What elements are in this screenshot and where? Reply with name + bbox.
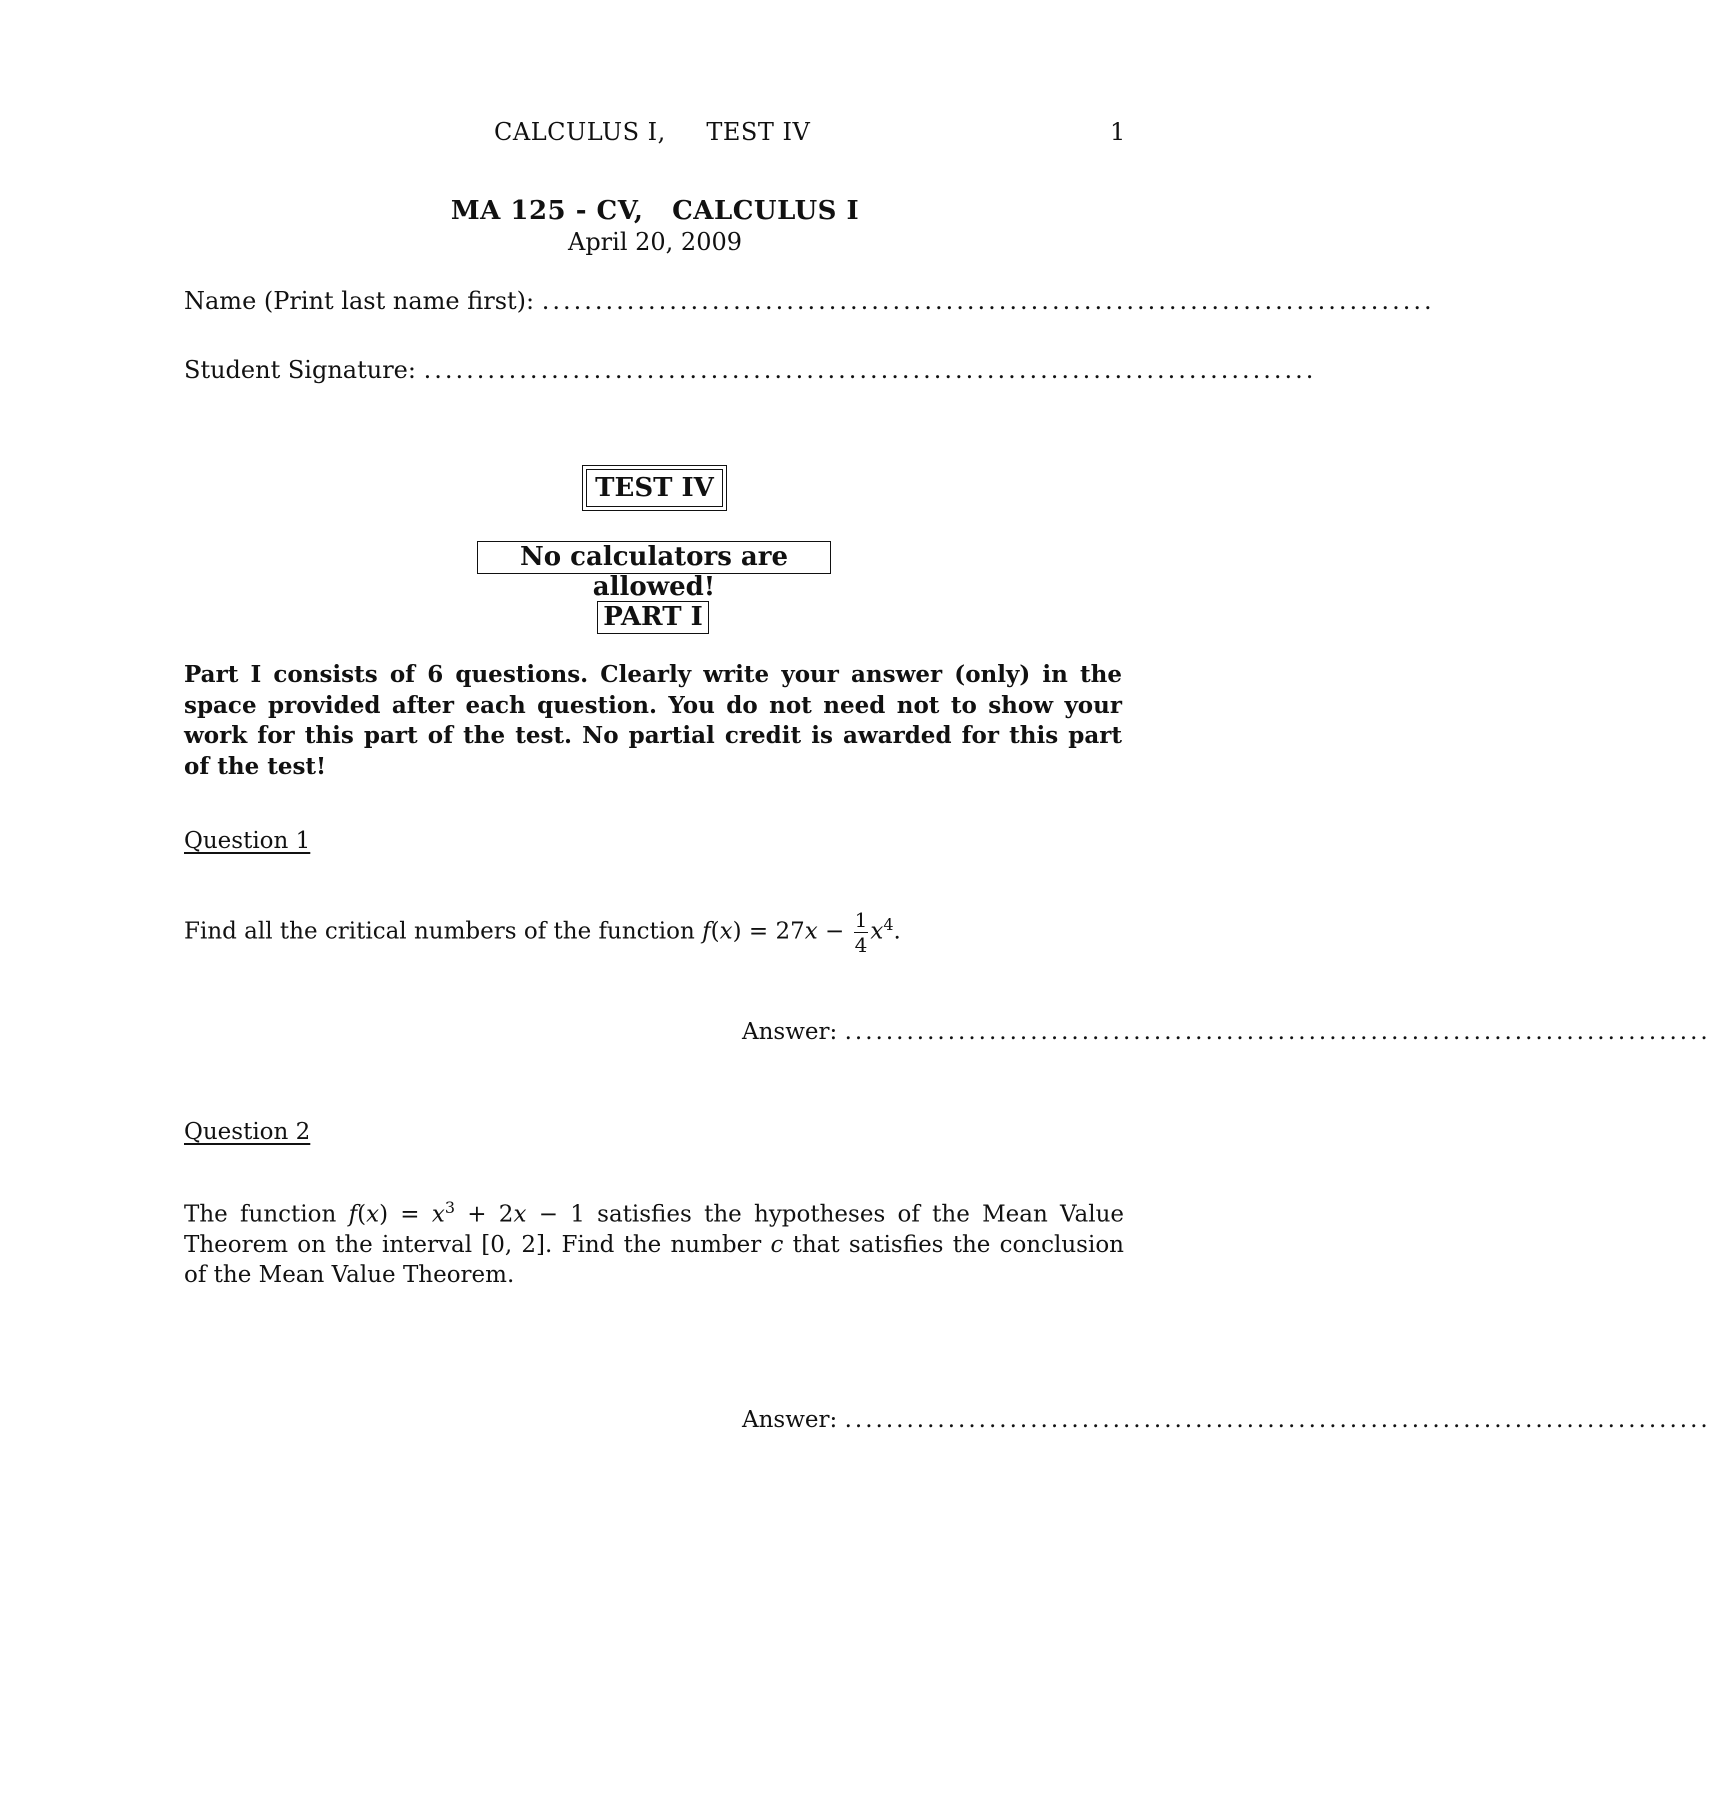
question-2-answer-line[interactable]: ....................................................................................: [844, 1407, 1711, 1433]
part-label-box: PART I: [597, 601, 709, 634]
name-label: Name (Print last name first):: [184, 287, 535, 315]
variable-x: x: [804, 918, 818, 945]
signature-label: Student Signature:: [184, 356, 416, 384]
exponent: 4: [883, 914, 894, 934]
exam-date: April 20, 2009: [567, 228, 743, 256]
part-instructions: Part I consists of 6 questions. Clearly write your answer (only) in the space provided after each question. You do not need not to show your work for this part of the test. No partial credit is awarded for this part of the test!: [184, 661, 1122, 780]
name-entry-line[interactable]: ....................................................................................: [541, 287, 1435, 315]
variable-x: x: [366, 1201, 380, 1228]
running-header: [0, 118, 1280, 148]
variable-x: x: [431, 1201, 445, 1228]
question-2-heading: Question 2: [184, 1119, 311, 1145]
math-minus: −: [817, 918, 852, 945]
fraction-denominator: 4: [854, 933, 868, 957]
question-1-prompt: Find all the critical numbers of the function: [184, 918, 703, 945]
question-1-heading: Question 1: [184, 828, 311, 854]
function-symbol: f: [348, 1201, 358, 1228]
question-2-answer-row: [742, 1407, 1711, 1433]
signature-entry-line[interactable]: ....................................................................................: [423, 356, 1317, 384]
fraction-numerator: 1: [854, 908, 868, 932]
variable-x: x: [719, 918, 733, 945]
function-symbol: f: [702, 918, 711, 945]
course-title: MA 125 - CV, CALCULUS I: [450, 196, 860, 226]
name-field-row: [184, 287, 1435, 315]
calculator-notice-box: No calculators are allowed!: [477, 541, 831, 574]
test-title-label: TEST IV: [586, 469, 723, 507]
variable-x: x: [870, 918, 884, 945]
question-2-text: The function $f(x) = x^3 + 2x - 1$ satisfies the hypotheses of the Mean Value Theorem on the interval [0, 2]. Find the number c that satisfies the conclusion of the Mean Value Theorem.: [184, 1198, 1125, 1288]
running-title: CALCULUS I, TEST IV: [494, 118, 811, 146]
variable-x: x: [513, 1201, 527, 1228]
question-1-answer-line[interactable]: ....................................................................................: [844, 1019, 1711, 1045]
variable-c: c: [770, 1231, 784, 1258]
question-2-tail: that satisfies the conclusion of the Mean Value Theorem.: [184, 1231, 1124, 1288]
answer-label: Answer:: [742, 1019, 838, 1045]
question-2-intro: The function: [184, 1201, 349, 1228]
question-2-body: satisfies the hypotheses of the Mean Value Theorem on the interval [0, 2]. Find the number: [184, 1201, 1125, 1258]
answer-label: Answer:: [742, 1407, 838, 1433]
math-equals-27: ) = 27: [732, 918, 805, 945]
page-number: 1: [1110, 118, 1126, 146]
question-1-answer-row: [742, 1019, 1711, 1045]
fraction-one-quarter: [854, 910, 869, 955]
test-title-box: [582, 465, 727, 511]
exponent: 3: [444, 1198, 456, 1217]
signature-field-row: [184, 356, 1317, 384]
question-1-text: Find all the critical numbers of the function f(x) = 27x − $\frac{1}{4}$ $x^4$.: [184, 908, 901, 957]
